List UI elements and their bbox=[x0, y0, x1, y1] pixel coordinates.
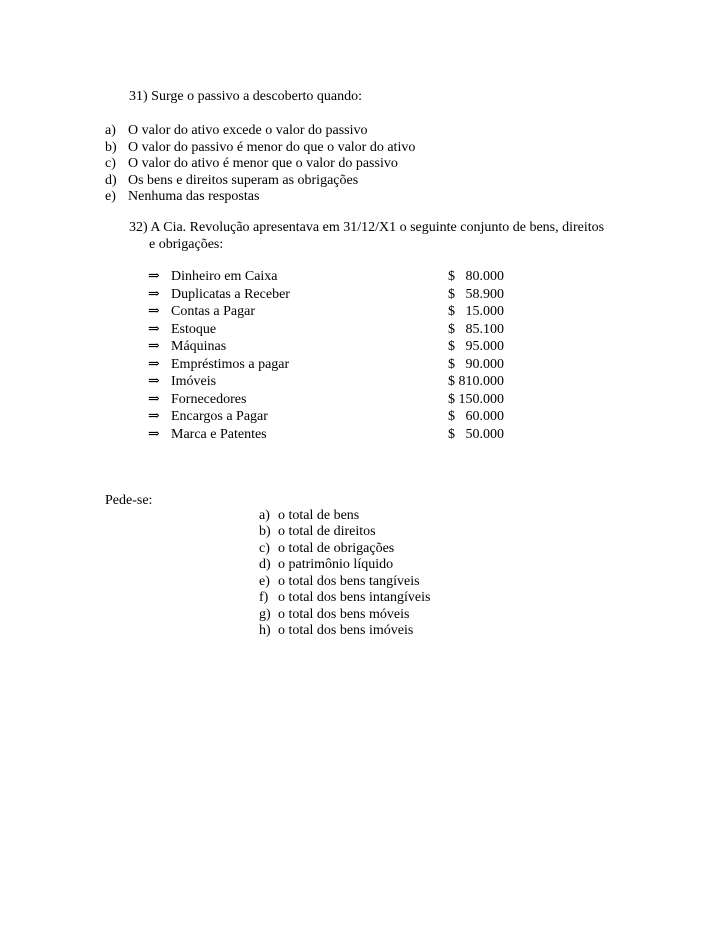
item-label: Empréstimos a pagar bbox=[171, 357, 290, 372]
request-text: o total dos bens móveis bbox=[278, 607, 410, 622]
item-label: Duplicatas a Receber bbox=[171, 287, 290, 302]
item-amount: $ 58.900 bbox=[448, 287, 504, 302]
request-item bbox=[259, 607, 409, 624]
list-item bbox=[148, 356, 289, 373]
item-amount: $ 150.000 bbox=[448, 392, 504, 407]
double-arrow-right-icon: ⇒ bbox=[148, 409, 160, 424]
list-item bbox=[148, 408, 268, 425]
q31-option-e bbox=[105, 188, 259, 205]
item-label: Encargos a Pagar bbox=[171, 409, 268, 424]
item-label: Estoque bbox=[171, 322, 217, 337]
request-text: o total dos bens imóveis bbox=[278, 623, 414, 638]
request-text: o total de bens bbox=[278, 508, 360, 523]
item-amount: $ 15.000 bbox=[448, 304, 504, 319]
request-item bbox=[259, 590, 430, 607]
question-31-title: 31) Surge o passivo a descoberto quando: bbox=[129, 89, 363, 104]
request-letter: a) bbox=[259, 508, 270, 523]
item-amount: $ 50.000 bbox=[448, 427, 504, 442]
list-item bbox=[148, 303, 255, 320]
request-item bbox=[259, 623, 413, 640]
request-letter: g) bbox=[259, 607, 271, 622]
list-item bbox=[148, 338, 226, 355]
request-letter: h) bbox=[259, 623, 271, 638]
double-arrow-right-icon: ⇒ bbox=[148, 287, 160, 302]
request-item bbox=[259, 508, 359, 525]
request-letter: b) bbox=[259, 524, 271, 539]
item-label: Dinheiro em Caixa bbox=[171, 269, 278, 284]
item-amount: $ 85.100 bbox=[448, 322, 504, 337]
request-text: o total de obrigações bbox=[278, 541, 395, 556]
list-item bbox=[148, 391, 246, 408]
option-letter: d) bbox=[105, 173, 117, 188]
item-amount: $ 95.000 bbox=[448, 339, 504, 354]
request-item bbox=[259, 574, 420, 591]
q31-option-b bbox=[105, 139, 415, 156]
double-arrow-right-icon: ⇒ bbox=[148, 374, 160, 389]
double-arrow-right-icon: ⇒ bbox=[148, 357, 160, 372]
item-amount: $ 60.000 bbox=[448, 409, 504, 424]
request-text: o patrimônio líquido bbox=[278, 557, 394, 572]
list-item bbox=[148, 426, 267, 443]
double-arrow-right-icon: ⇒ bbox=[148, 392, 160, 407]
item-label: Marca e Patentes bbox=[171, 427, 267, 442]
item-label: Contas a Pagar bbox=[171, 304, 255, 319]
list-item bbox=[148, 286, 290, 303]
option-text: Nenhuma das respostas bbox=[128, 189, 260, 204]
request-item bbox=[259, 524, 376, 541]
request-item bbox=[259, 557, 393, 574]
list-item bbox=[148, 373, 216, 390]
option-letter: e) bbox=[105, 189, 116, 204]
question-32-title-line1: 32) A Cia. Revolução apresentava em 31/12/X1 o seguinte conjunto de bens, direitos bbox=[129, 220, 605, 235]
request-letter: d) bbox=[259, 557, 271, 572]
option-letter: a) bbox=[105, 123, 116, 138]
item-label: Imóveis bbox=[171, 374, 217, 389]
request-text: o total dos bens tangíveis bbox=[278, 574, 420, 589]
item-label: Máquinas bbox=[171, 339, 227, 354]
option-text: O valor do ativo excede o valor do passivo bbox=[128, 123, 368, 138]
request-letter: c) bbox=[259, 541, 270, 556]
item-amount: $ 80.000 bbox=[448, 269, 504, 284]
list-item bbox=[148, 321, 216, 338]
question-32-title-line2: e obrigações: bbox=[149, 237, 224, 252]
option-text: Os bens e direitos superam as obrigações bbox=[128, 173, 359, 188]
q31-option-d bbox=[105, 172, 358, 189]
q31-option-a bbox=[105, 122, 368, 139]
double-arrow-right-icon: ⇒ bbox=[148, 339, 160, 354]
request-item bbox=[259, 541, 394, 558]
double-arrow-right-icon: ⇒ bbox=[148, 269, 160, 284]
option-text: O valor do passivo é menor do que o valor do ativo bbox=[128, 140, 416, 155]
request-letter: f) bbox=[259, 590, 269, 605]
double-arrow-right-icon: ⇒ bbox=[148, 322, 160, 337]
request-text: o total de direitos bbox=[278, 524, 376, 539]
list-item bbox=[148, 268, 278, 285]
double-arrow-right-icon: ⇒ bbox=[148, 427, 160, 442]
option-letter: c) bbox=[105, 156, 116, 171]
option-text: O valor do ativo é menor que o valor do passivo bbox=[128, 156, 398, 171]
request-text: o total dos bens intangíveis bbox=[278, 590, 431, 605]
item-amount: $ 90.000 bbox=[448, 357, 504, 372]
item-amount: $ 810.000 bbox=[448, 374, 504, 389]
double-arrow-right-icon: ⇒ bbox=[148, 304, 160, 319]
item-label: Fornecedores bbox=[171, 392, 247, 407]
option-letter: b) bbox=[105, 140, 117, 155]
q31-option-c bbox=[105, 155, 398, 172]
request-letter: e) bbox=[259, 574, 270, 589]
pede-se-label: Pede-se: bbox=[105, 493, 153, 508]
